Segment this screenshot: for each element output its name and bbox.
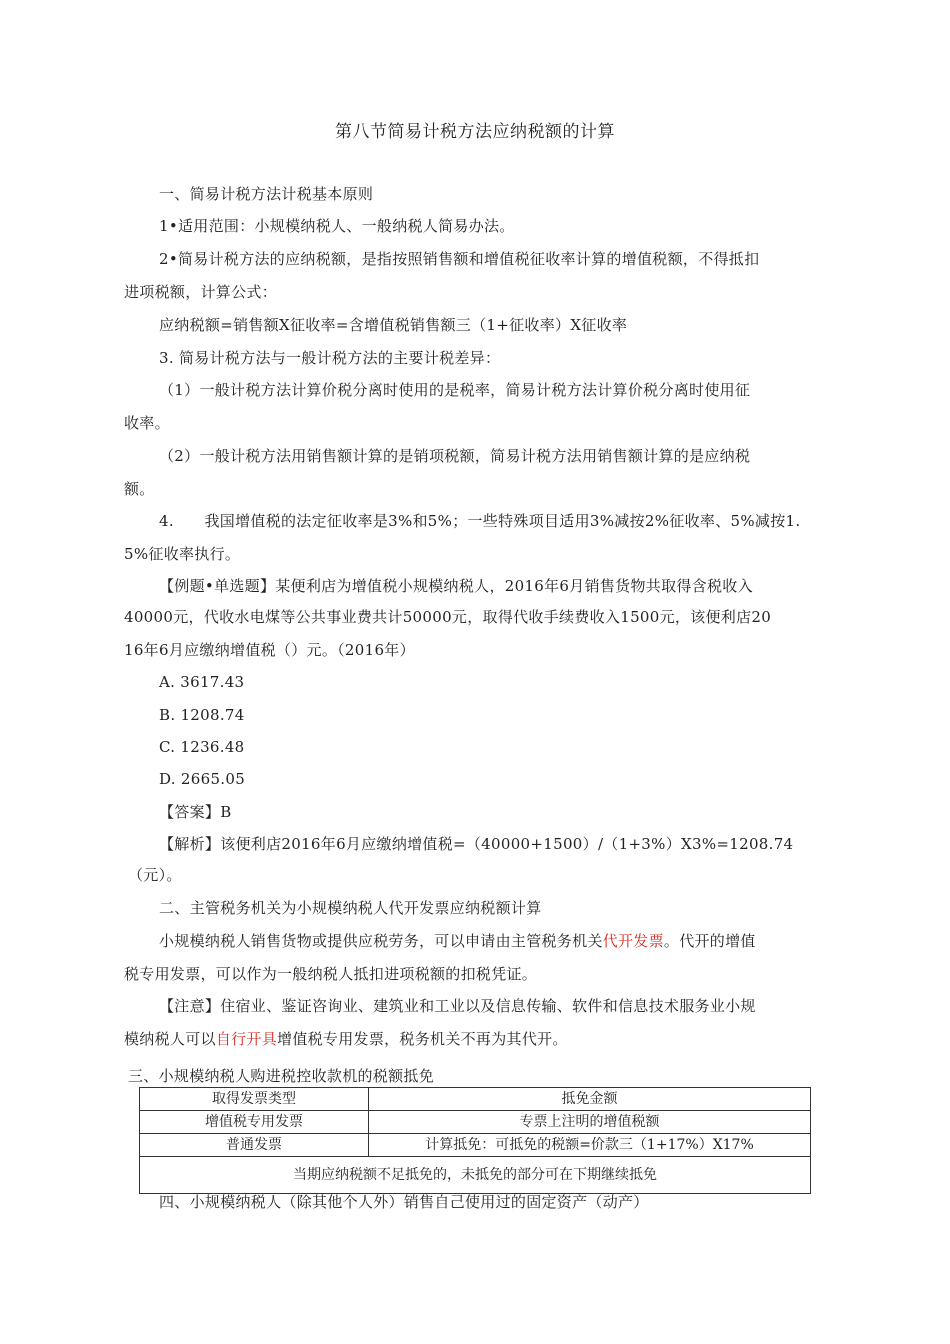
tax-formula: 应纳税额=销售额X征收率=含增值税销售额三（1+征收率）X征收率 [159, 316, 628, 334]
issuance-line-1 [159, 931, 756, 951]
highlight-issue-invoice: 代开发票 [602, 932, 664, 950]
section1-heading: 一、简易计税方法计税基本原则 [159, 185, 374, 203]
note-line-1: 【注意】住宿业、鉴证咨询业、建筑业和工业以及信息传输、软件和信息技术服务业小规 [159, 997, 756, 1015]
issuance-line-2: 税专用发票，可以作为一般纳税人抵扣进项税额的扣税凭证。 [124, 965, 538, 983]
section4-heading: 四、小规模纳税人（除其他个人外）销售自己使用过的固定资产（动产） [159, 1193, 649, 1211]
scope-paragraph: 1•适用范围：小规模纳税人、一般纳税人简易办法。 [159, 217, 515, 235]
definition-line-2: 进项税额，计算公式： [124, 283, 278, 301]
section3-heading: 三、小规模纳税人购进税控收款机的税额抵免 [128, 1067, 435, 1085]
issuance-text-post: 。代开的增值 [663, 932, 756, 950]
table-header-cell: 抵免金额 [369, 1088, 811, 1111]
tax-credit-table [139, 1087, 811, 1194]
table-header-cell: 取得发票类型 [140, 1088, 369, 1111]
difference-1-line-2: 收率。 [124, 414, 170, 432]
table-footer-cell: 当期应纳税额不足抵免的，未抵免的部分可在下期继续抵免 [140, 1157, 811, 1194]
table-cell: 计算抵免：可抵免的税额=价款三（1+17%）X17% [369, 1134, 811, 1157]
analysis-line-2: （元）。 [128, 866, 182, 884]
highlight-self-issue: 自行开具 [215, 1030, 278, 1048]
table-cell: 普通发票 [140, 1134, 369, 1157]
difference-heading: 3. 简易计税方法与一般计税方法的主要计税差异： [159, 349, 501, 367]
difference-1-line-1: （1）一般计税方法计算价税分离时使用的是税率，简易计税方法计算价税分离时使用征 [159, 381, 751, 399]
example-question-line-1: 【例题•单选题】某便利店为增值税小规模纳税人，2016年6月销售货物共取得含税收入 [159, 577, 753, 595]
option-d: D. 2665.05 [159, 770, 246, 788]
option-c: C. 1236.48 [159, 738, 245, 756]
difference-2-line-1: （2）一般计税方法用销售额计算的是销项税额，简易计税方法用销售额计算的是应纳税 [159, 447, 751, 465]
table-footer-row [140, 1157, 811, 1194]
answer-line: 【答案】B [159, 803, 232, 821]
example-question-line-3: 16年6月应缴纳增值税（）元。（2016年） [124, 641, 415, 659]
page-title: 第八节简易计税方法应纳税额的计算 [335, 122, 615, 142]
note-text-post: 增值税专用发票，税务机关不再为其代开。 [277, 1030, 568, 1048]
rate-line-1: 4. 我国增值税的法定征收率是3%和5%；一些特殊项目适用3%减按2%征收率、5%减按1. [159, 512, 801, 530]
rate-line-2: 5%征收率执行。 [124, 545, 241, 563]
option-a: A. 3617.43 [159, 673, 245, 691]
table-row [140, 1134, 811, 1157]
analysis-line-1: 【解析】该便利店2016年6月应缴纳增值税=（40000+1500）/（1+3%）X3%=1208.74 [159, 835, 794, 853]
option-b: B. 1208.74 [159, 706, 245, 724]
example-question-line-2: 40000元，代收水电煤等公共事业费共计50000元，取得代收手续费收入1500元，该便利店20 [124, 608, 772, 626]
section2-heading: 二、主管税务机关为小规模纳税人代开发票应纳税额计算 [159, 899, 542, 917]
definition-line-1: 2•简易计税方法的应纳税额，是指按照销售额和增值税征收率计算的增值税额，不得抵扣 [159, 250, 760, 268]
table-header-row [140, 1088, 811, 1111]
table-cell: 专票上注明的增值税额 [369, 1111, 811, 1134]
difference-2-line-2: 额。 [124, 480, 155, 498]
note-text-pre: 模纳税人可以 [124, 1030, 216, 1048]
issuance-text-pre: 小规模纳税人销售货物或提供应税劳务，可以申请由主管税务机关 [159, 932, 603, 950]
table-row [140, 1111, 811, 1134]
table-cell: 增值税专用发票 [140, 1111, 369, 1134]
note-line-2 [124, 1029, 568, 1049]
